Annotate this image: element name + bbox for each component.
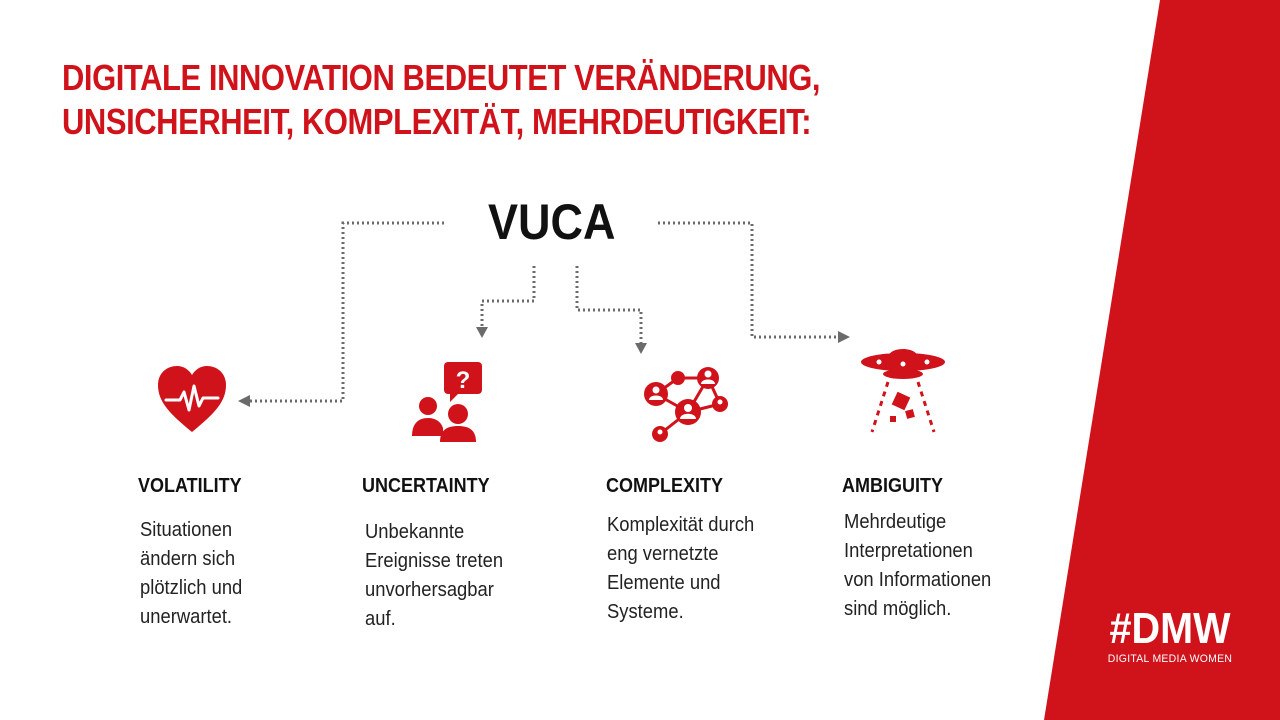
desc-line: Mehrdeutige bbox=[844, 511, 947, 533]
column-desc-ambiguity bbox=[844, 508, 991, 624]
title-line-1: DIGITALE INNOVATION BEDEUTET VERÄNDERUNG, bbox=[62, 57, 821, 98]
svg-text:?: ? bbox=[455, 367, 471, 394]
column-title-ambiguity: AMBIGUITY bbox=[842, 475, 943, 497]
logo-main: #DMW bbox=[1109, 604, 1231, 653]
arrowhead-ambiguity bbox=[838, 331, 850, 343]
desc-line: Unbekannte bbox=[365, 521, 465, 543]
connector-ambiguity bbox=[658, 223, 838, 337]
desc-line: Systeme. bbox=[607, 601, 684, 623]
network-icon bbox=[638, 362, 730, 444]
desc-line: von Informationen bbox=[844, 569, 992, 591]
desc-line: Interpretationen bbox=[844, 540, 973, 562]
column-title-uncertainty: UNCERTAINTY bbox=[362, 475, 490, 497]
desc-line: auf. bbox=[365, 608, 396, 630]
arrowhead-complexity bbox=[635, 343, 647, 354]
column-title-complexity: COMPLEXITY bbox=[606, 475, 724, 497]
desc-line: eng vernetzte bbox=[607, 543, 719, 565]
column-desc-volatility bbox=[140, 516, 242, 632]
desc-line: sind möglich. bbox=[844, 598, 952, 620]
desc-line: unerwartet. bbox=[140, 606, 233, 628]
column-title-volatility: VOLATILITY bbox=[138, 475, 242, 497]
column-desc-complexity bbox=[607, 511, 754, 627]
desc-line: unvorhersagbar bbox=[365, 579, 494, 601]
desc-line: Komplexität durch bbox=[607, 514, 755, 536]
desc-line: Ereignisse treten bbox=[365, 550, 504, 572]
arrowhead-volatility bbox=[238, 395, 250, 407]
column-desc-uncertainty bbox=[365, 518, 503, 634]
desc-line: Elemente und bbox=[607, 572, 721, 594]
question-people-icon bbox=[410, 360, 486, 444]
title-line-2: UNSICHERHEIT, KOMPLEXITÄT, MEHRDEUTIGKEIT: bbox=[62, 101, 812, 142]
connector-complexity bbox=[577, 266, 641, 346]
desc-line: ändern sich bbox=[140, 548, 236, 570]
desc-line: plötzlich und bbox=[140, 577, 243, 599]
desc-line: Situationen bbox=[140, 519, 233, 541]
dmw-logo bbox=[1100, 606, 1240, 666]
arrowhead-uncertainty bbox=[476, 327, 488, 338]
vuca-label: VUCA bbox=[488, 194, 616, 250]
logo-subtitle: DIGITAL MEDIA WOMEN bbox=[1107, 653, 1233, 665]
ufo-icon bbox=[858, 340, 948, 436]
heartbeat-icon bbox=[156, 364, 228, 434]
connector-uncertainty bbox=[482, 266, 534, 330]
